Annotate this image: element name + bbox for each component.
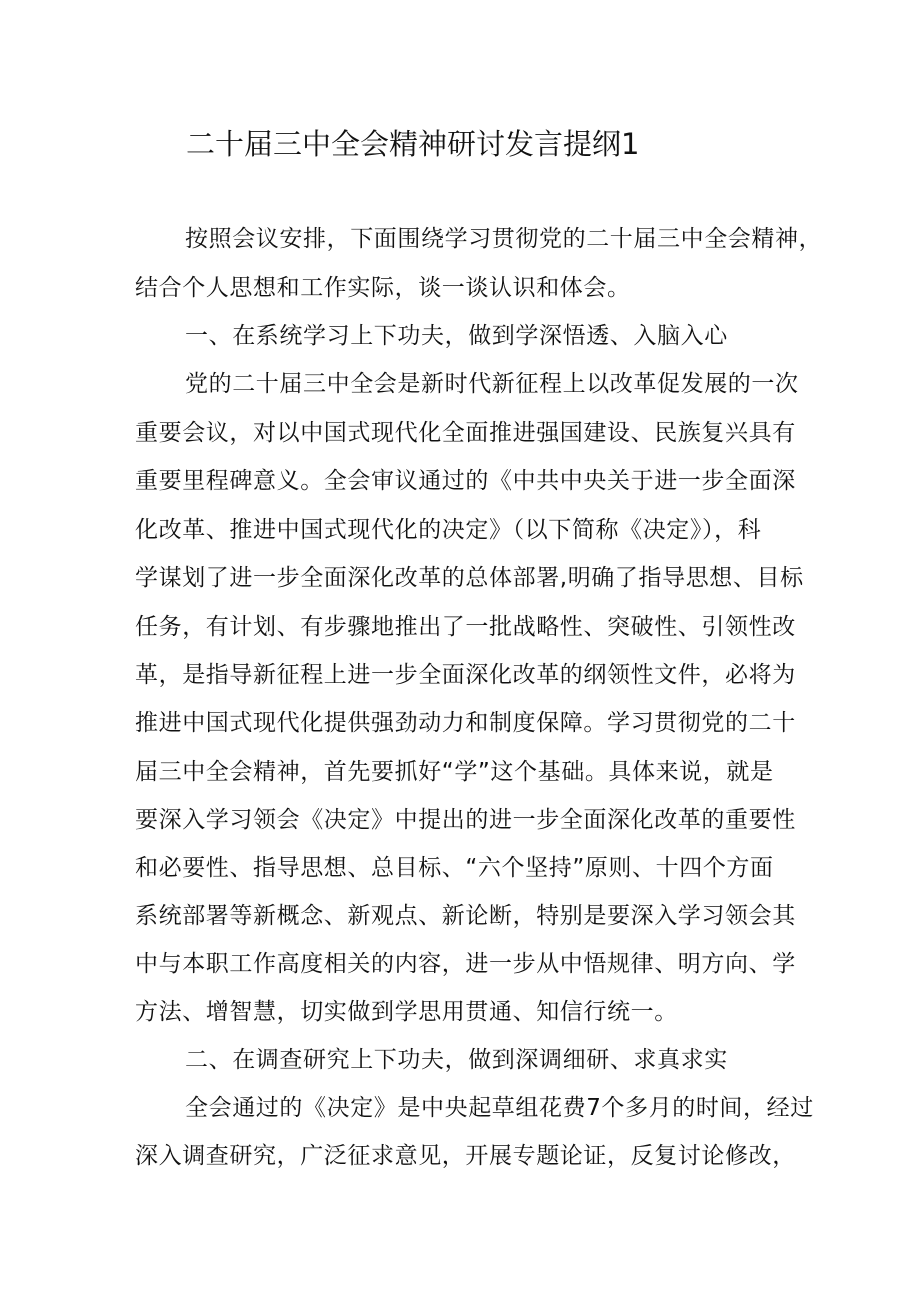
paragraph-line: 党的二十届三中全会是新时代新征程上以改革促发展的一次 [185, 371, 799, 397]
section-heading-2: 二、在调查研究上下功夫，做到深调细研、求真求实 [185, 1047, 728, 1073]
paragraph-line: 任务，有计划、有步骤地推出了一批战略性、突破性、引领性改 [135, 614, 796, 640]
section-heading-1: 一、在系统学习上下功夫，做到学深悟透、入脑入心 [185, 323, 728, 349]
paragraph-line: 方法、增智慧，切实做到学思用贯通、知信行统一。 [135, 999, 678, 1025]
paragraph-line: 中与本职工作高度相关的内容，进一步从中悟规律、明方向、学 [135, 951, 796, 977]
paragraph-line: 化改革、推进中国式现代化的决定》（以下简称《决定》），科 [135, 517, 762, 543]
paragraph-line: 革，是指导新征程上进一步全面深化改革的纲领性文件，必将为 [135, 662, 796, 688]
paragraph-line: 届三中全会精神，首先要抓好“学”这个基础。具体来说，就是 [135, 759, 774, 785]
paragraph-line: 系统部署等新概念、新观点、新论断，特别是要深入学习领会其 [135, 903, 796, 929]
paragraph-line: 全会通过的《决定》是中央起草组花费7个多月的时间，经过 [185, 1095, 814, 1121]
paragraph-line: 按照会议安排，下面围绕学习贯彻党的二十届三中全会精神， [185, 226, 823, 252]
paragraph-line: 深入调查研究，广泛征求意见，开展专题论证，反复讨论修改， [135, 1143, 796, 1169]
paragraph-line: 重要会议，对以中国式现代化全面推进强国建设、民族复兴具有 [135, 420, 796, 446]
paragraph-line: 要深入学习领会《决定》中提出的进一步全面深化改革的重要性 [135, 807, 796, 833]
paragraph-line: 和必要性、指导思想、总目标、“六个坚持”原则、十四个方面 [135, 855, 774, 881]
paragraph-line: 结合个人思想和工作实际，谈一谈认识和体会。 [135, 275, 631, 301]
paragraph-line: 重要里程碑意义。全会审议通过的《中共中央关于进一步全面深 [135, 468, 796, 494]
paragraph-line: 学谋划了进一步全面深化改革的总体部署,明确了指导思想、目标 [135, 565, 804, 591]
paragraph-line: 推进中国式现代化提供强劲动力和制度保障。学习贯彻党的二十 [135, 710, 796, 736]
page-title: 二十届三中全会精神研讨发言提纲1 [186, 127, 640, 161]
